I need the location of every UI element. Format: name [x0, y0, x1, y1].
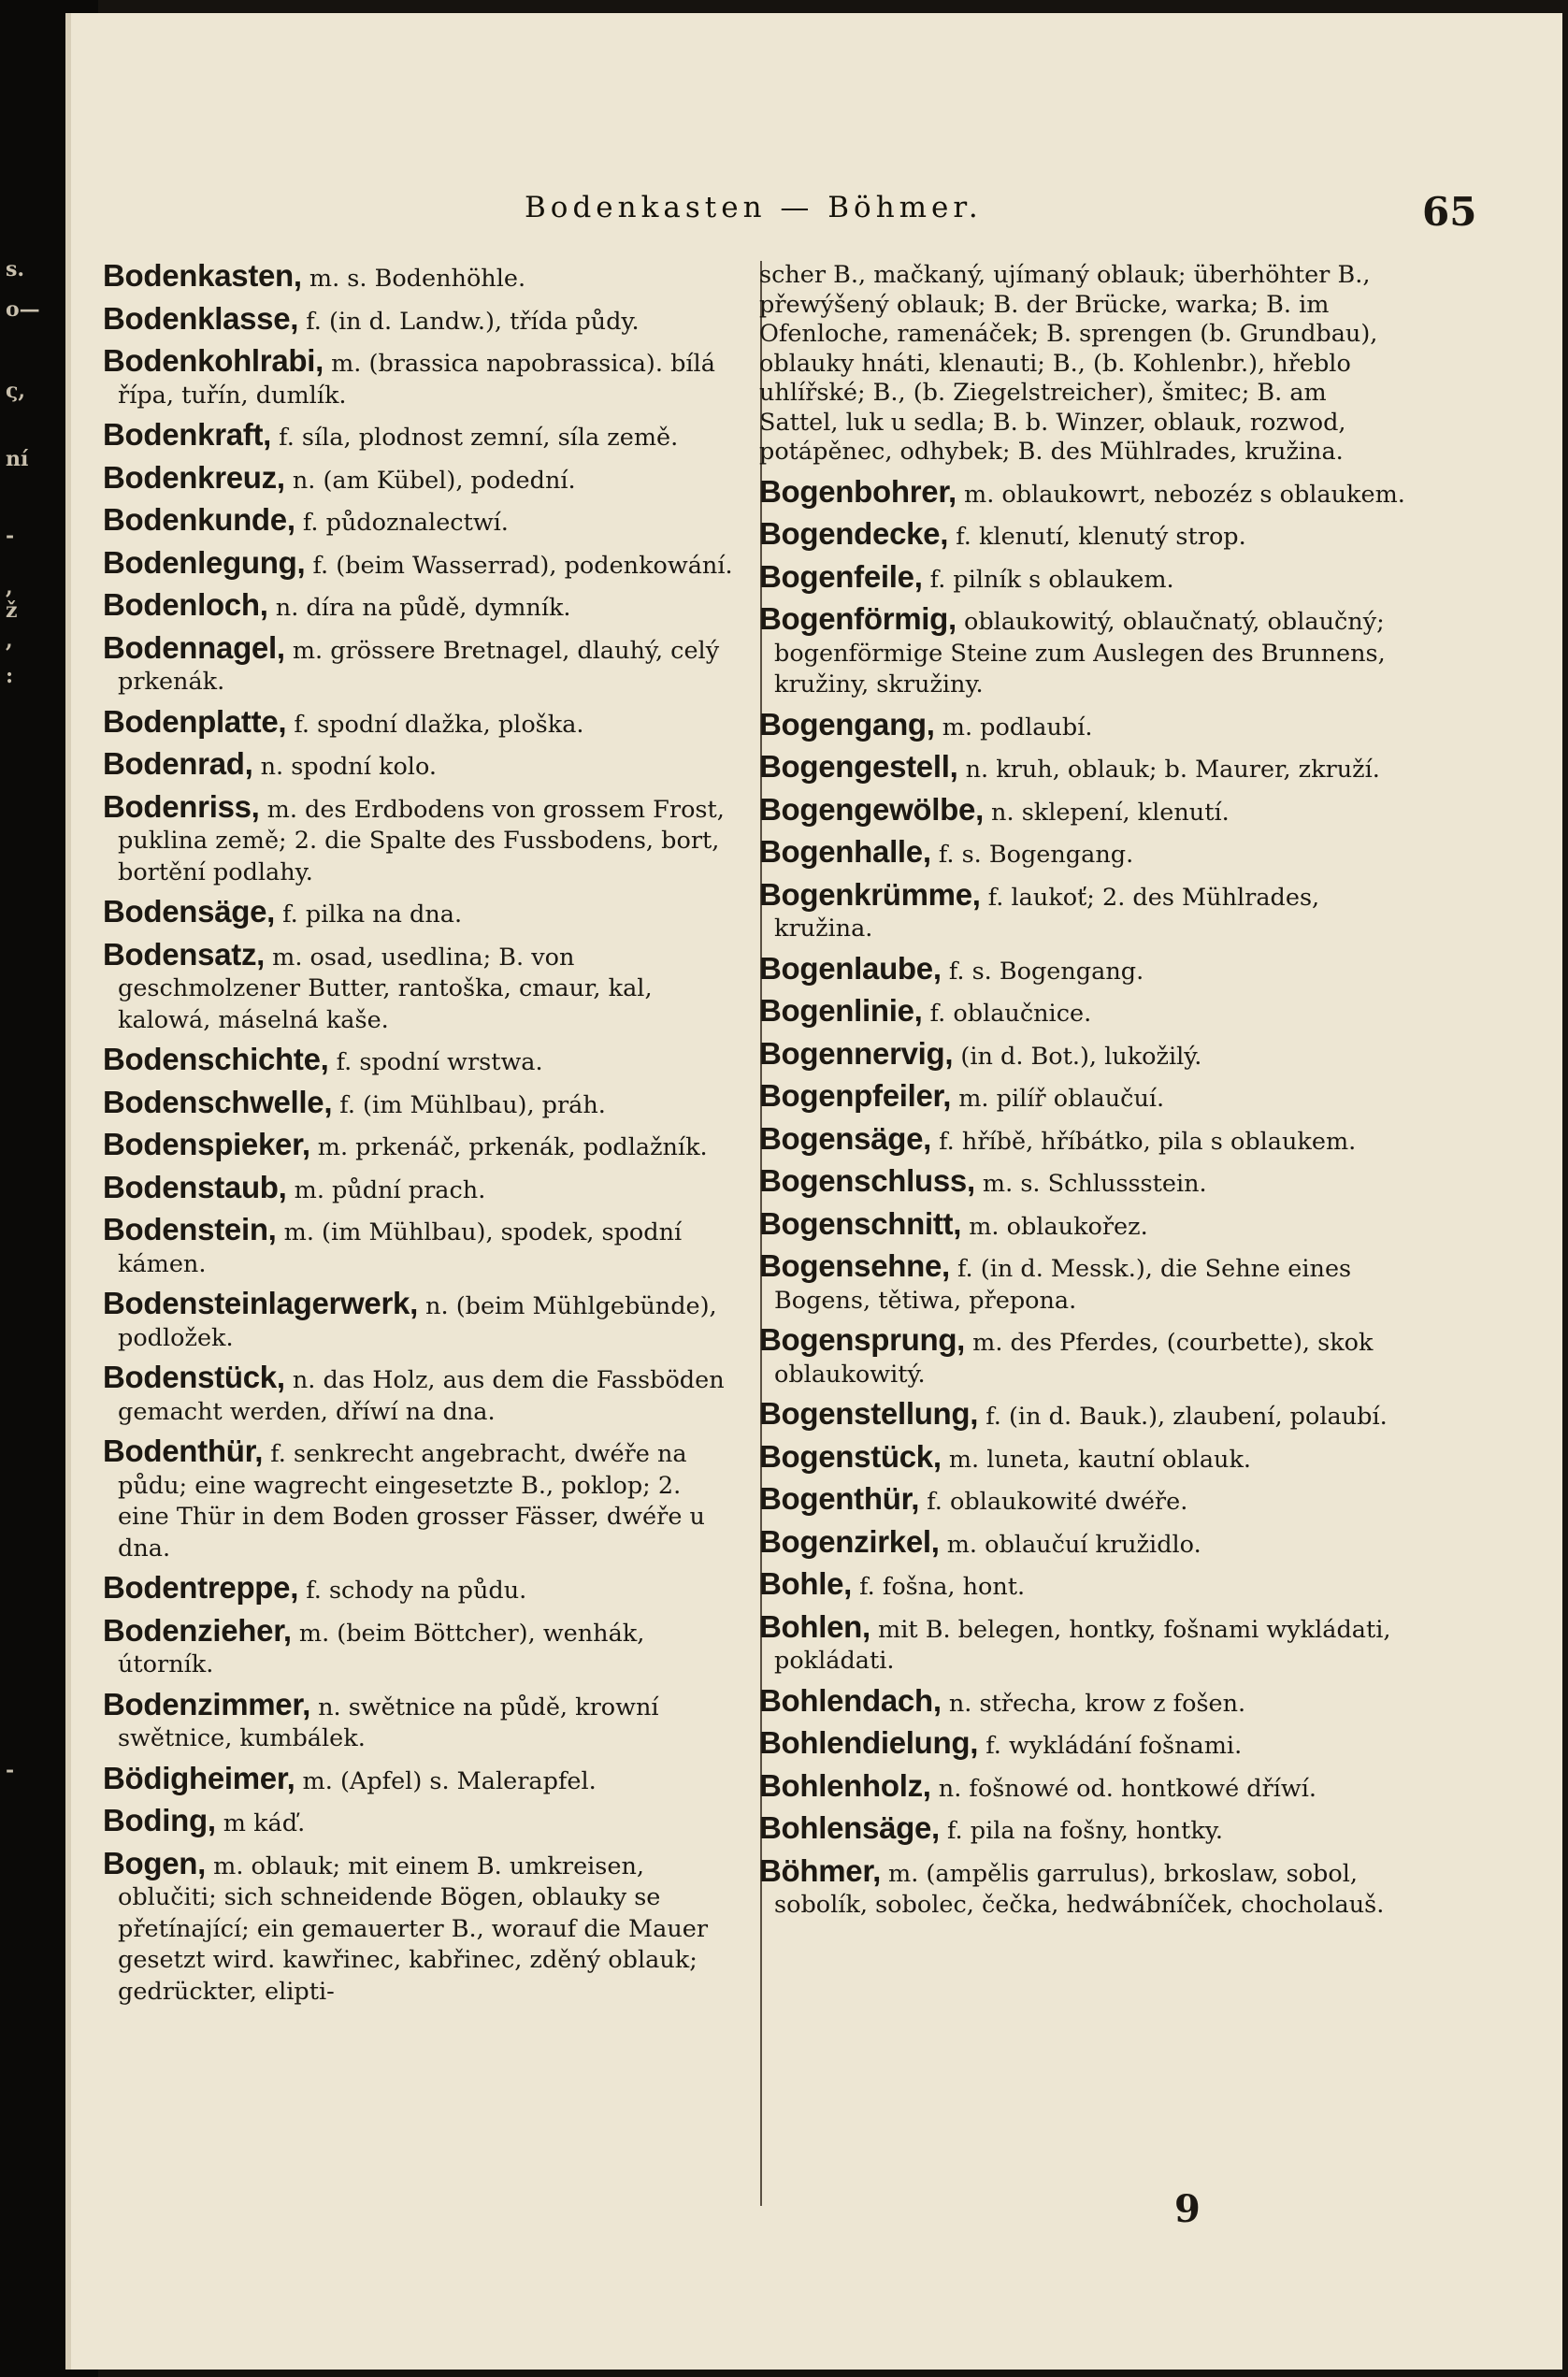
headword: Bogengewölbe,: [759, 791, 984, 827]
definition: f. (in d. Bauk.), zlaubení, polaubí.: [978, 1403, 1388, 1431]
dictionary-entry: [103, 1760, 734, 1797]
definition: f. (im Mühlbau), práh.: [332, 1090, 606, 1119]
definition: m. (Apfel) s. Malerapfel.: [295, 1766, 597, 1795]
dictionary-entry: [103, 703, 734, 741]
headword: Bodenstein,: [103, 1212, 277, 1246]
dictionary-entry: [759, 1205, 1412, 1243]
definition: m. (im Mühlbau), spodek, spodní kámen.: [118, 1218, 683, 1278]
definition: m. prkenáč, prkenák, podlažník.: [309, 1133, 708, 1161]
definition: f. síla, plodnost zemní, síla země.: [271, 424, 679, 452]
definition: m. půdní prach.: [286, 1175, 486, 1204]
headword: Bodennagel,: [103, 629, 285, 665]
definition: m. s. Bodenhöhle.: [301, 265, 526, 293]
definition: f. oblaukowité dwéře.: [919, 1488, 1188, 1516]
headword: Bodenriss,: [103, 788, 260, 824]
definition: n. (beim Mühlgebünde), podložek.: [118, 1292, 717, 1352]
gutter-fragments: [6, 0, 62, 2377]
dictionary-entry: [759, 558, 1412, 596]
definition: m. pilíř oblaučuí.: [951, 1085, 1165, 1113]
definition: m. podlaubí.: [934, 713, 1093, 742]
headword: Bodenspieker,: [103, 1127, 310, 1161]
definition: f. senkrecht angebracht, dwéře na půdu; eine wagrecht eingesetzte B., poklop; 2. eine Thür in dem Boden grosser Fässer, dwéře u dna.: [118, 1440, 705, 1563]
dictionary-entry: [759, 1767, 1412, 1805]
dictionary-entry: [759, 1438, 1412, 1476]
definition: f. oblaučnice.: [922, 1000, 1092, 1028]
running-title: Bodenkasten — Böhmer.: [525, 191, 983, 224]
headword: Bödigheimer,: [103, 1760, 295, 1795]
dictionary-entry: [759, 791, 1412, 828]
dictionary-entry: [759, 1682, 1412, 1720]
headword: Bogenstellung,: [759, 1396, 979, 1431]
definition: m. oblauk; mit einem B. umkreisen, oblučiti; sich schneidende Bögen, oblauky se přetínající; ein gemauerter B., worauf die Mauer gesetzt wird. kawřinec, kabřinec, zděný oblauk; gedrückter, elipti-: [118, 1851, 709, 2006]
definition: f. s. Bogengang.: [930, 841, 1134, 869]
headword: Bohlenholz,: [759, 1767, 931, 1803]
dictionary-entry: [759, 706, 1412, 743]
headword: Bodenkohlrabi,: [103, 343, 324, 378]
dictionary-entry: [103, 1169, 734, 1206]
headword: Bodenrad,: [103, 746, 253, 781]
definition: n. spodní kolo.: [252, 753, 437, 781]
definition: m. luneta, kautní oblauk.: [941, 1445, 1252, 1474]
definition: f. spodní dlažka, ploška.: [286, 710, 584, 739]
dictionary-entry: [103, 788, 734, 888]
definition: m. (ampělis garrulus), brkoslaw, sobol, sobolík, sobolec, čečka, hedwábníček, chocholauš.: [774, 1859, 1385, 1919]
gutter-fragment: o—: [6, 297, 40, 322]
definition: m. (beim Böttcher), wenhák, útorník.: [118, 1619, 645, 1678]
definition: f. s. Bogengang.: [941, 957, 1144, 986]
dictionary-entry: [103, 587, 734, 624]
headword: Bogenstück,: [759, 1438, 942, 1474]
headword: Bodensatz,: [103, 936, 266, 972]
gutter-fragment: s.: [6, 257, 25, 281]
definition: f. pila na fošny, hontky.: [939, 1817, 1223, 1845]
dictionary-entry: [103, 544, 734, 582]
definition: m. oblaučuí kružidlo.: [939, 1530, 1201, 1559]
gutter-fragment: -: [6, 524, 15, 548]
headword: Bohlen,: [759, 1608, 870, 1644]
dictionary-entry: [759, 950, 1412, 987]
headword: Bogenthür,: [759, 1481, 920, 1516]
gutter-fragment: -: [6, 1758, 15, 1782]
dictionary-entry: [103, 1433, 734, 1563]
dictionary-entry: [759, 1035, 1412, 1073]
dictionary-entry: [103, 1570, 734, 1606]
headword: Bogenzirkel,: [759, 1523, 940, 1559]
dictionary-entry: [103, 936, 734, 1036]
definition: m. (brassica napobrassica). bílá řípa, tuřín, dumlík.: [118, 350, 715, 410]
definition: f. (in d. Messk.), die Sehne eines Bogens, tětiwa, přepona.: [774, 1255, 1352, 1315]
dictionary-entry: [759, 1481, 1412, 1518]
definition: n. sklepení, klenutí.: [983, 798, 1230, 827]
headword: Bogengang,: [759, 706, 935, 742]
definition: m. grössere Bretnagel, dlauhý, celý prkenák.: [118, 636, 720, 696]
headword: Bogengestell,: [759, 749, 958, 784]
headword: Bogenkrümme,: [759, 876, 981, 912]
dictionary-entry: [103, 1803, 734, 1839]
definition: mit B. belegen, hontky, fošnami wykládati, pokládati.: [774, 1615, 1391, 1675]
headword: Bogensprung,: [759, 1322, 966, 1357]
headword: Bogensäge,: [759, 1120, 932, 1156]
dictionary-entry: [759, 1248, 1412, 1316]
headword: Bodensäge,: [103, 894, 276, 929]
headword: Bodenkreuz,: [103, 459, 285, 495]
headword: Bogenlinie,: [759, 993, 923, 1028]
signature-mark: 9: [1174, 2187, 1201, 2231]
dictionary-entry: [759, 1120, 1412, 1158]
dictionary-entry: [103, 343, 734, 411]
headword: Bogenbohrer,: [759, 473, 957, 509]
headword: Bodenlegung,: [103, 544, 306, 580]
headword: Bogensehne,: [759, 1248, 950, 1283]
definition: f. spodní wrstwa.: [328, 1048, 543, 1076]
headword: Bodenschwelle,: [103, 1084, 333, 1119]
definition: f. hříbě, hříbátko, pila s oblaukem.: [931, 1127, 1357, 1156]
definition: m. oblaukořez.: [961, 1212, 1148, 1241]
headword: Bodensteinlagerwerk,: [103, 1286, 418, 1320]
definition: f. laukoť; 2. des Mühlrades, kružina.: [774, 883, 1320, 943]
headword: Bodenloch,: [103, 587, 268, 622]
headword: Bodenstück,: [103, 1360, 285, 1394]
headword: Bogenfeile,: [759, 558, 923, 594]
definition: f. klenutí, klenutý strop.: [948, 523, 1246, 551]
dictionary-entry: [103, 1044, 734, 1078]
headword: Bohlendach,: [759, 1682, 942, 1718]
dictionary-entry: [103, 1362, 734, 1427]
headword: Bogen,: [103, 1845, 207, 1880]
dictionary-entry: [759, 749, 1412, 785]
definition: m. osad, usedlina; B. von geschmolzener Butter, rantoška, cmaur, kal, kalowá, máselná kaše.: [118, 943, 653, 1034]
dictionary-entry: [103, 1212, 734, 1279]
headword: Bodenschichte,: [103, 1042, 329, 1076]
headword: Bodenthür,: [103, 1433, 264, 1468]
dictionary-entry: [103, 894, 734, 930]
headword: Bogenförmig,: [759, 601, 957, 636]
definition: f. schody na půdu.: [298, 1577, 527, 1605]
dictionary-entry: [759, 473, 1412, 511]
definition: f. fošna, hont.: [852, 1573, 1026, 1601]
dictionary-entry: [103, 1127, 734, 1163]
headword: Bodenkraft,: [103, 417, 272, 452]
dictionary-entry: [759, 1810, 1412, 1847]
headword: Bohlendielung,: [759, 1725, 979, 1760]
headword: Bodenkunde,: [103, 502, 295, 537]
definition: (in d. Bot.), lukožilý.: [953, 1042, 1202, 1071]
definition: m. s. Schlussstein.: [974, 1170, 1207, 1198]
headword: Bogendecke,: [759, 516, 949, 551]
dictionary-page: [65, 13, 1562, 2370]
headword: Bogenhalle,: [759, 834, 931, 869]
headword: Bogenpfeiler,: [759, 1078, 952, 1113]
dictionary-entry: [759, 601, 1412, 700]
dictionary-entry: [759, 1523, 1412, 1561]
dictionary-entry: [759, 1078, 1412, 1115]
dictionary-entry: [103, 1084, 734, 1121]
headword: Bogennervig,: [759, 1035, 954, 1071]
definition: n. díra na půdě, dymník.: [267, 594, 571, 622]
dictionary-entry: [103, 746, 734, 783]
dictionary-entry: [103, 258, 734, 295]
definition: f. půdoznalectwí.: [295, 509, 509, 537]
gutter-fragment: :: [6, 664, 14, 688]
dictionary-entry: [759, 876, 1412, 944]
headword: Bogenschnitt,: [759, 1205, 962, 1241]
dictionary-entry: [759, 1725, 1412, 1762]
definition: n. (am Kübel), podední.: [284, 466, 576, 495]
dictionary-entry: [103, 1286, 734, 1353]
headword: Bodenklasse,: [103, 300, 299, 336]
headword: Bodenzieher,: [103, 1612, 292, 1648]
headword: Boding,: [103, 1803, 216, 1837]
definition: f. pilka na dna.: [275, 900, 463, 929]
definition: f. (beim Wasserrad), podenkowání.: [305, 551, 733, 580]
headword: Bohle,: [759, 1566, 853, 1601]
definition: n. fošnowé od. hontkowé dříwí.: [930, 1774, 1317, 1803]
definition: n. střecha, krow z fošen.: [941, 1689, 1246, 1718]
headword: Bogenlaube,: [759, 950, 942, 986]
dictionary-entry: [759, 993, 1412, 1030]
dictionary-entry: [759, 1566, 1412, 1603]
dictionary-entry: [103, 502, 734, 539]
definition: f. pilník s oblaukem.: [922, 565, 1174, 594]
headword: Bodenzimmer,: [103, 1686, 310, 1722]
headword: Böhmer,: [759, 1852, 881, 1888]
dictionary-entry: [759, 1608, 1412, 1677]
dictionary-entry: [103, 1686, 734, 1754]
page-number: 65: [1422, 189, 1477, 235]
definition: n. swětnice na půdě, krowní swětnice, kumbálek.: [118, 1693, 659, 1752]
definition: n. kruh, oblauk; b. Maurer, zkruží.: [957, 756, 1380, 784]
gutter-fragment: ,: [6, 575, 13, 599]
gutter-fragment: ,: [6, 628, 13, 653]
dictionary-entry: [103, 459, 734, 497]
definition: m. oblaukowrt, nebozéz s oblaukem.: [956, 480, 1405, 509]
definition: f. wykládání fošnami.: [978, 1732, 1243, 1760]
dictionary-entry: [103, 1612, 734, 1680]
dictionary-entry: [103, 629, 734, 698]
headword: Bohlensäge,: [759, 1810, 940, 1845]
gutter-fragment: ς,: [6, 379, 26, 403]
headword: Bodenplatte,: [103, 703, 287, 739]
dictionary-entry: [103, 417, 734, 454]
dictionary-entry: [759, 1852, 1412, 1921]
definition: m. des Pferdes, (courbette), skok oblaukowitý.: [774, 1329, 1374, 1389]
dictionary-entry: [759, 516, 1412, 553]
headword: Bogenschluss,: [759, 1163, 975, 1198]
definition: m. des Erdbodens von grossem Frost, puklina země; 2. die Spalte des Fussbodens, bort, bortění podlahy.: [118, 795, 725, 886]
headword: Bodentreppe,: [103, 1570, 299, 1605]
gutter-fragment: ž: [6, 598, 18, 623]
headword: Bodenstaub,: [103, 1169, 287, 1204]
dictionary-entry: [759, 1322, 1412, 1390]
definition: m káď.: [215, 1809, 306, 1837]
dictionary-entry: [759, 1163, 1412, 1200]
left-column: [103, 258, 734, 2016]
definition: f. (in d. Landw.), třída půdy.: [298, 307, 640, 336]
definition: oblaukowitý, oblaučnatý, oblaučný; bogenförmige Steine zum Auslegen des Brunnens, kružiny, skružiny.: [774, 608, 1386, 699]
continuation-text: scher B., mačkaný, ujímaný oblauk; überhöhter B., přewýšený oblauk; B. der Brücke, warka; B. im Ofenloche, ramenáček; B. sprengen (b. Grundbau), oblauky hnáti, klenauti; B., (b. Kohlenbr.), hřeblo uhlířské; B., (b. Ziegelstreicher), šmitec; B. am Sattel, luk u sedla; B. b. Winzer, oblauk, rozwod, potápěnec, odhybek; B. des Mühlrades, kružina.: [759, 261, 1378, 466]
definition: n. das Holz, aus dem die Fassböden gemacht werden, dříwí na dna.: [118, 1366, 725, 1426]
right-column: [759, 261, 1412, 1930]
dictionary-entry: [759, 1396, 1412, 1433]
dictionary-entry: [103, 1845, 734, 2008]
dictionary-entry: [103, 300, 734, 338]
gutter-fragment: ní: [6, 447, 29, 471]
headword: Bodenkasten,: [103, 258, 302, 293]
dictionary-entry: [759, 834, 1412, 871]
